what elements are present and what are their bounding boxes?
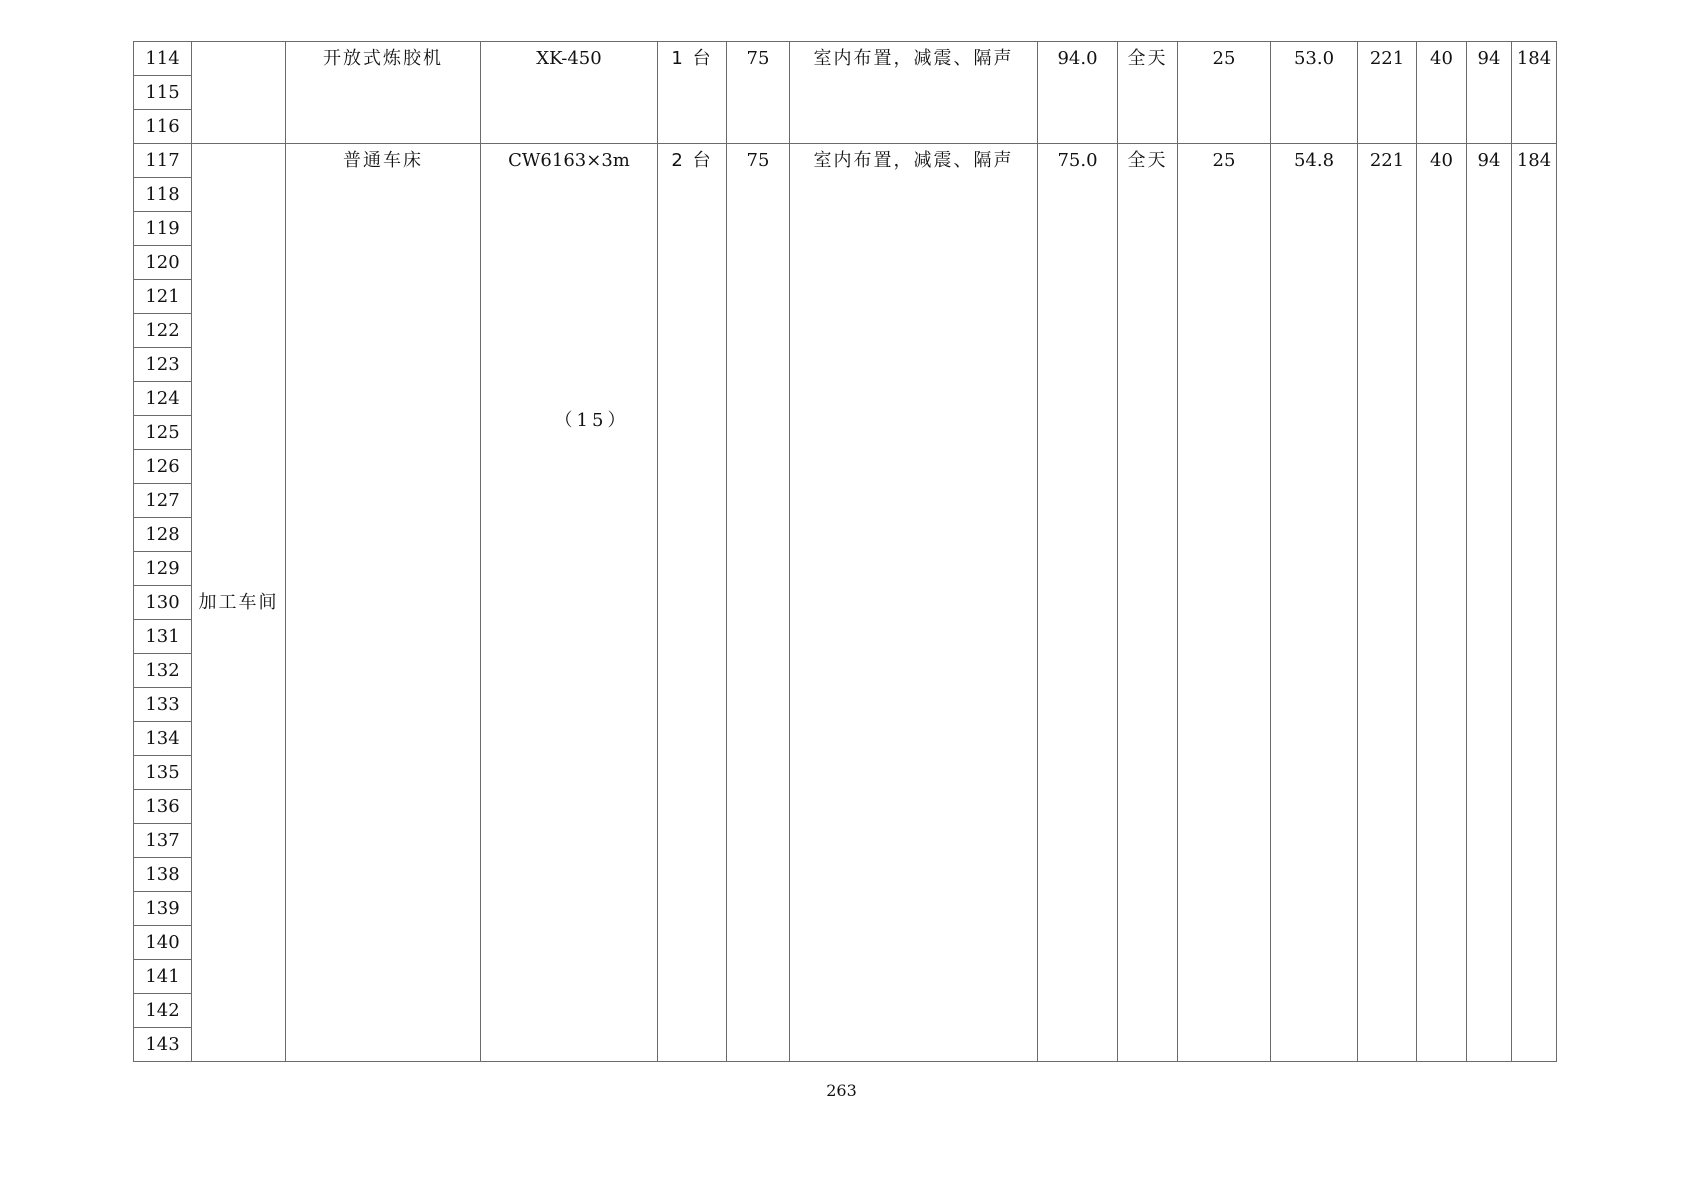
value-b: 94.0 bbox=[1038, 42, 1118, 144]
row-number: 132 bbox=[134, 654, 192, 688]
row-number: 141 bbox=[134, 960, 192, 994]
equipment-noise-table bbox=[133, 41, 1557, 1062]
table-row bbox=[134, 144, 1557, 178]
row-number: 135 bbox=[134, 756, 192, 790]
value-d: 53.0 bbox=[1271, 42, 1358, 144]
row-number: 120 bbox=[134, 246, 192, 280]
value-b: 75.0 bbox=[1038, 144, 1118, 1062]
operation-period: 全天 bbox=[1118, 144, 1178, 1062]
value-c: 25 bbox=[1178, 42, 1271, 144]
value-f: 40 bbox=[1417, 144, 1467, 1062]
model-note: （15） bbox=[554, 410, 630, 431]
row-number: 123 bbox=[134, 348, 192, 382]
row-number: 136 bbox=[134, 790, 192, 824]
table-row bbox=[134, 42, 1557, 76]
row-number: 114 bbox=[134, 42, 192, 76]
row-number: 129 bbox=[134, 552, 192, 586]
row-number: 116 bbox=[134, 110, 192, 144]
value-d: 54.8 bbox=[1271, 144, 1358, 1062]
row-number: 127 bbox=[134, 484, 192, 518]
row-number: 133 bbox=[134, 688, 192, 722]
equipment-name: 开放式炼胶机 bbox=[286, 42, 481, 144]
row-number: 118 bbox=[134, 178, 192, 212]
row-number: 139 bbox=[134, 892, 192, 926]
operation-period: 全天 bbox=[1118, 42, 1178, 144]
row-number: 119 bbox=[134, 212, 192, 246]
row-number: 134 bbox=[134, 722, 192, 756]
workshop-cell-empty bbox=[192, 42, 286, 144]
equipment-model: CW6163×3m bbox=[481, 144, 658, 1062]
row-number: 128 bbox=[134, 518, 192, 552]
value-f: 40 bbox=[1417, 42, 1467, 144]
row-number: 125 bbox=[134, 416, 192, 450]
value-h: 184 bbox=[1512, 144, 1557, 1062]
value-h: 184 bbox=[1512, 42, 1557, 144]
value-e: 221 bbox=[1358, 42, 1417, 144]
page-number: 263 bbox=[826, 1081, 857, 1100]
row-number: 142 bbox=[134, 994, 192, 1028]
value-c: 25 bbox=[1178, 144, 1271, 1062]
equipment-quantity: 2 台 bbox=[658, 144, 727, 1062]
row-number: 121 bbox=[134, 280, 192, 314]
row-number: 117 bbox=[134, 144, 192, 178]
control-measure: 室内布置，减震、隔声 bbox=[790, 144, 1038, 1062]
value-e: 221 bbox=[1358, 144, 1417, 1062]
equipment-model: XK-450 bbox=[481, 42, 658, 144]
equipment-name: 普通车床 bbox=[286, 144, 481, 1062]
row-number: 137 bbox=[134, 824, 192, 858]
value-a: 75 bbox=[727, 144, 790, 1062]
row-number: 138 bbox=[134, 858, 192, 892]
row-number: 130 bbox=[134, 586, 192, 620]
row-number: 131 bbox=[134, 620, 192, 654]
equipment-quantity: 1 台 bbox=[658, 42, 727, 144]
row-number: 143 bbox=[134, 1028, 192, 1062]
value-g: 94 bbox=[1467, 144, 1512, 1062]
value-g: 94 bbox=[1467, 42, 1512, 144]
value-a: 75 bbox=[727, 42, 790, 144]
row-number: 122 bbox=[134, 314, 192, 348]
control-measure: 室内布置，减震、隔声 bbox=[790, 42, 1038, 144]
row-number: 124 bbox=[134, 382, 192, 416]
workshop-name: 加工车间 bbox=[192, 144, 286, 1062]
row-number: 115 bbox=[134, 76, 192, 110]
row-number: 126 bbox=[134, 450, 192, 484]
row-number: 140 bbox=[134, 926, 192, 960]
